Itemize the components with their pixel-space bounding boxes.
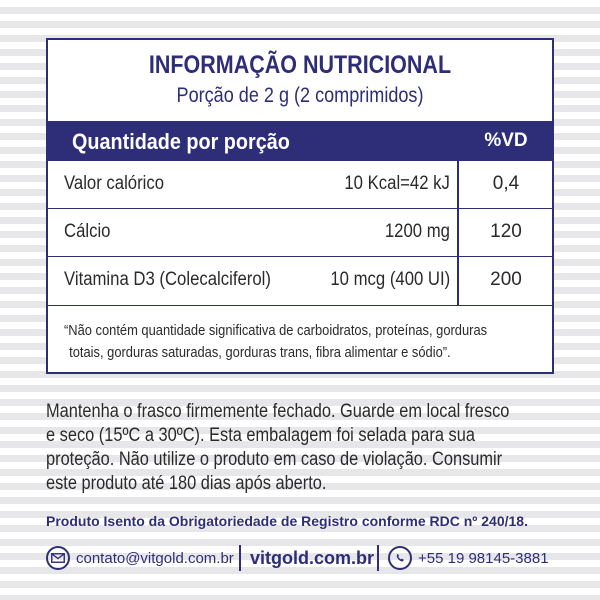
table-header xyxy=(48,121,552,160)
disclaimer-note xyxy=(64,320,546,364)
footer-divider xyxy=(377,545,379,571)
phone-text: +55 19 98145-3881 xyxy=(418,549,549,567)
email-text: contato@vitgold.com.br xyxy=(76,549,234,567)
storage-instructions xyxy=(46,400,555,496)
row-name: Cálcio xyxy=(64,221,111,242)
column-divider xyxy=(457,160,459,305)
panel-title: INFORMAÇÃO NUTRICIONAL xyxy=(148,51,452,79)
row-name: Vitamina D3 (Colecalciferol) xyxy=(64,269,271,290)
table-row xyxy=(48,208,552,257)
phone-contact[interactable] xyxy=(388,543,549,573)
registration-notice: Produto Isento da Obrigatoriedade de Registro conforme RDC nº 240/18. xyxy=(46,513,528,529)
contact-footer xyxy=(46,543,566,573)
website-link[interactable] xyxy=(250,543,374,573)
email-contact[interactable] xyxy=(46,543,234,573)
row-qty: 1200 mg xyxy=(384,221,450,242)
whatsapp-icon xyxy=(388,546,412,570)
envelope-icon xyxy=(46,546,70,570)
nutrition-panel xyxy=(46,38,554,374)
header-vd-label: %VD xyxy=(484,130,528,151)
row-vd: 0,4 xyxy=(492,173,520,194)
panel-subtitle: Porção de 2 g (2 comprimidos) xyxy=(176,84,424,107)
website-text: vitgold.com.br xyxy=(250,547,375,568)
footer-divider xyxy=(239,545,241,571)
row-vd: 200 xyxy=(490,269,522,290)
instruction-line: este produto até 180 dias após aberto. xyxy=(46,473,327,494)
instruction-line: proteção. Não utilize o produto em caso de violação. Consumir xyxy=(46,449,503,470)
note-line: “Não contém quantidade significativa de carboidratos, proteínas, gorduras xyxy=(64,322,488,339)
row-qty: 10 Kcal=42 kJ xyxy=(344,173,450,194)
row-qty: 10 mcg (400 UI) xyxy=(330,269,450,290)
note-line: totais, gorduras saturadas, gorduras trans, fibra alimentar e sódio”. xyxy=(69,344,451,361)
table-row xyxy=(48,256,552,306)
instruction-line: Mantenha o frasco firmemente fechado. Guarde em local fresco xyxy=(46,401,510,422)
header-quantity-label: Quantidade por porção xyxy=(72,129,290,154)
row-vd: 120 xyxy=(490,221,522,242)
table-row xyxy=(48,160,552,209)
row-name: Valor calórico xyxy=(64,173,165,194)
instruction-line: e seco (15ºC a 30ºC). Esta embalagem foi selada para sua xyxy=(46,425,475,446)
